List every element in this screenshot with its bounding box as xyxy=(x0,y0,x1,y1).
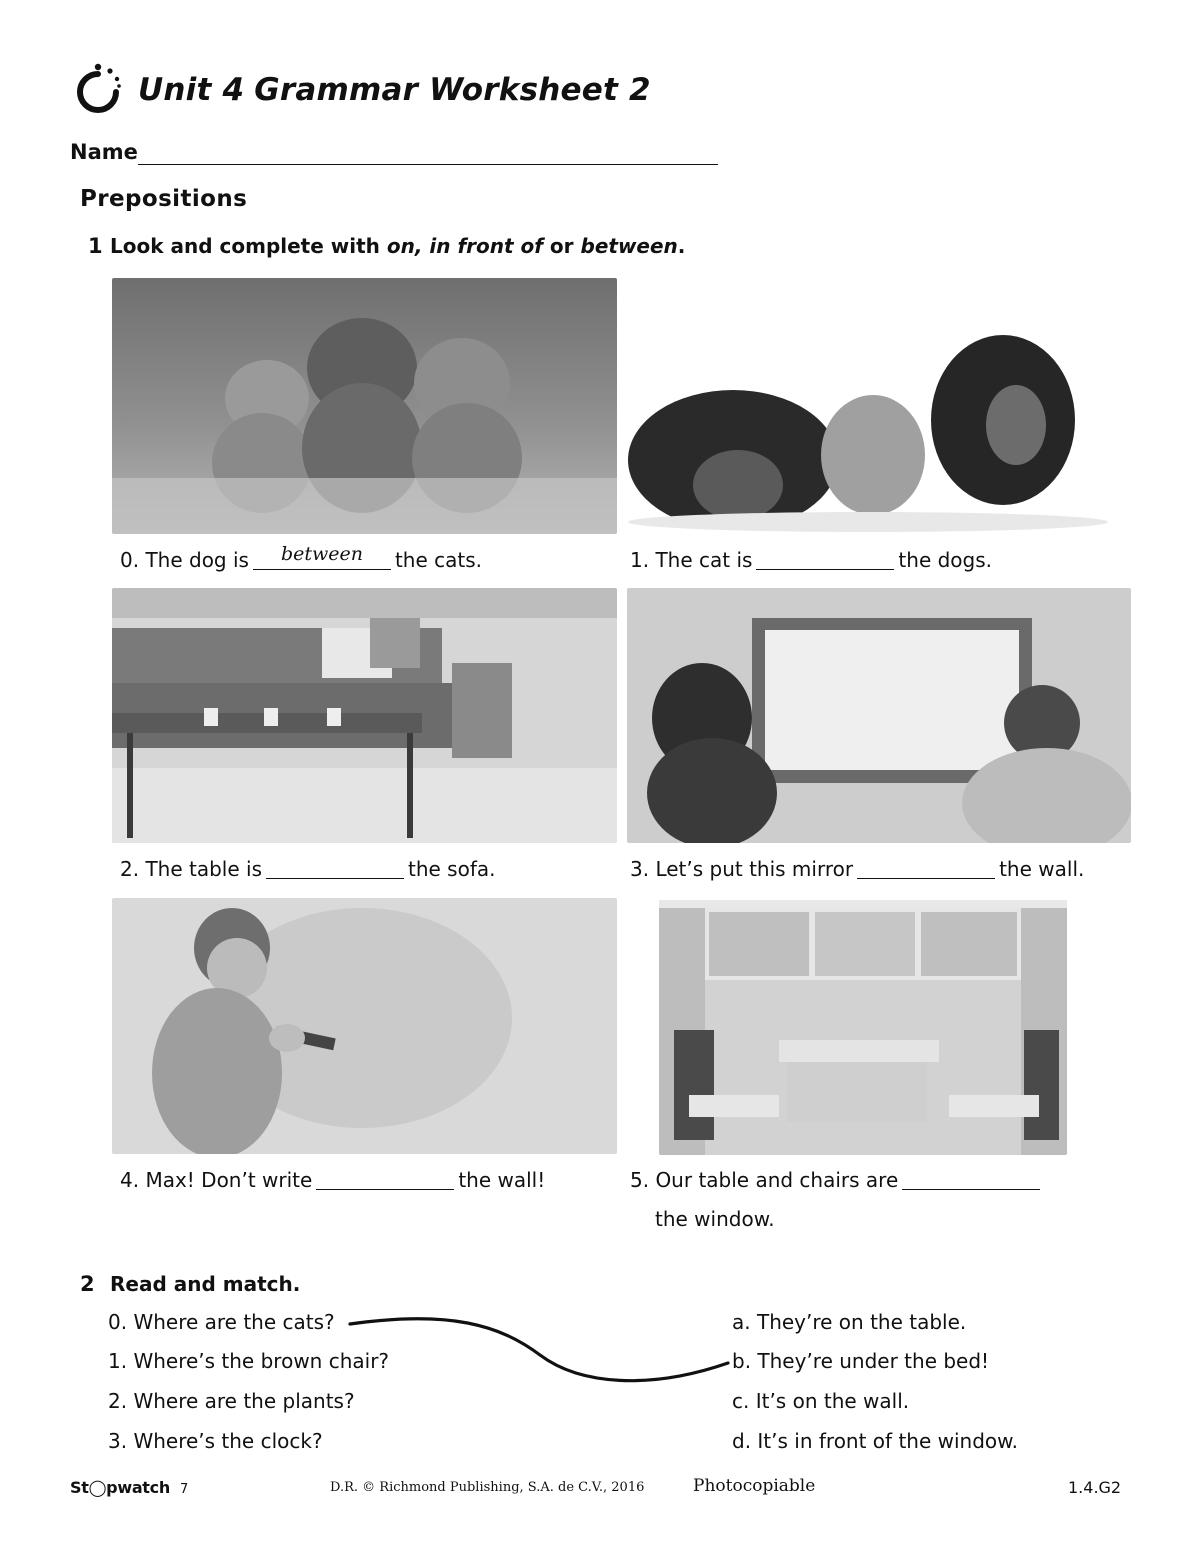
instruction-option-between: between xyxy=(580,234,678,258)
exercise-2-number: 2 xyxy=(80,1272,95,1296)
instruction-text: Look and complete with xyxy=(110,234,387,258)
photo-cat-between-dogs xyxy=(628,310,1108,532)
item-2 xyxy=(120,857,495,881)
answer-c: c. It’s on the wall. xyxy=(732,1389,910,1413)
footer-photocopiable: Photocopiable xyxy=(693,1476,816,1496)
item-5-blank[interactable] xyxy=(902,1169,1040,1190)
item-4-blank[interactable] xyxy=(316,1169,454,1190)
unit-label: Unit 4 xyxy=(138,72,245,108)
exercise-1-instruction xyxy=(110,234,685,258)
instruction-period: . xyxy=(677,234,686,258)
answer-b: b. They’re under the bed! xyxy=(732,1349,990,1373)
item-3-after: the wall. xyxy=(999,857,1085,881)
item-5-after: the window. xyxy=(655,1207,775,1231)
stopwatch-icon xyxy=(70,62,126,118)
example-match-line xyxy=(330,1310,750,1400)
item-1-before: 1. The cat is xyxy=(630,548,753,572)
item-0 xyxy=(120,543,483,572)
instruction-or: or xyxy=(542,234,581,258)
item-1-blank[interactable] xyxy=(756,549,894,570)
item-3-before: 3. Let’s put this mirror xyxy=(630,857,854,881)
photo-table-in-front-of-sofa xyxy=(112,588,617,843)
footer-level: 7 xyxy=(179,1482,188,1497)
question-0: 0. Where are the cats? xyxy=(108,1310,335,1334)
item-0-before: 0. The dog is xyxy=(120,548,249,572)
footer-brand xyxy=(70,1478,188,1497)
question-1: 1. Where’s the brown chair? xyxy=(108,1349,390,1373)
item-2-after: the sofa. xyxy=(407,857,496,881)
name-label: Name xyxy=(70,140,138,164)
worksheet-title xyxy=(138,72,651,108)
photo-boy-writing-on-wall xyxy=(112,898,617,1154)
item-0-after: the cats. xyxy=(394,548,483,572)
photo-table-in-front-of-window xyxy=(659,900,1067,1155)
item-4-after: the wall! xyxy=(458,1168,546,1192)
footer-code: 1.4.G2 xyxy=(1068,1478,1122,1497)
item-1-after: the dogs. xyxy=(898,548,993,572)
section-heading: Prepositions xyxy=(80,186,248,212)
name-field-line[interactable] xyxy=(138,164,718,165)
instruction-options: on, in front of xyxy=(386,234,543,258)
photo-mirror-on-wall xyxy=(627,588,1131,843)
footer-copyright: D.R. © Richmond Publishing, S.A. de C.V., 2016 xyxy=(330,1480,645,1495)
item-4 xyxy=(120,1168,545,1192)
brand-logo: St◯pwatch xyxy=(70,1478,170,1497)
item-5 xyxy=(630,1168,1044,1192)
item-0-blank[interactable] xyxy=(253,543,391,570)
item-2-blank[interactable] xyxy=(266,858,404,879)
item-3-blank[interactable] xyxy=(857,858,995,879)
question-3: 3. Where’s the clock? xyxy=(108,1429,323,1453)
exercise-1-number: 1 xyxy=(88,234,103,258)
item-0-answer: between xyxy=(280,543,363,565)
answer-d: d. It’s in front of the window. xyxy=(732,1429,1019,1453)
exercise-2-instruction: Read and match. xyxy=(110,1272,301,1296)
item-3 xyxy=(630,857,1084,881)
item-1 xyxy=(630,548,992,572)
item-2-before: 2. The table is xyxy=(120,857,262,881)
photo-dog-between-cats xyxy=(112,278,617,534)
item-4-before: 4. Max! Don’t write xyxy=(120,1168,313,1192)
item-5-before: 5. Our table and chairs are xyxy=(630,1168,899,1192)
answer-a: a. They’re on the table. xyxy=(732,1310,967,1334)
worksheet-label: Grammar Worksheet 2 xyxy=(254,72,651,108)
question-2: 2. Where are the plants? xyxy=(108,1389,355,1413)
